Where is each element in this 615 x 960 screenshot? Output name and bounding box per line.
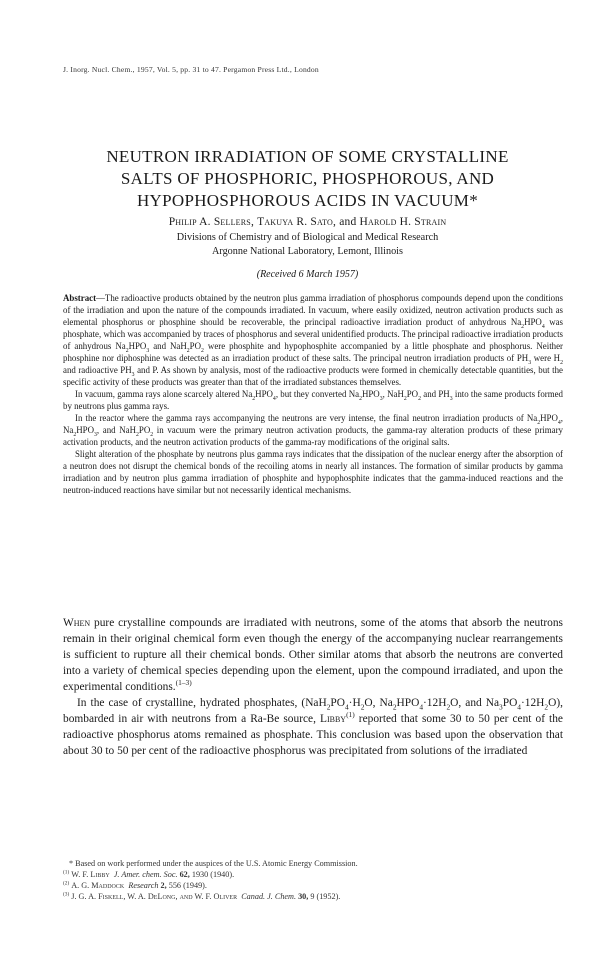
abstract-paragraph: Slight alteration of the phosphate by neutrons plus gamma rays indicates that the dissipation of the nuclear energy after the absorption of a neutron does not disrupt the chemical bonds of the recoiling atoms in nearly all instances. The formation of similar products by gamma irradiation and by neutron plus gamma irradiation of phosphite and hypophosphite indicates that the gamma-induced reactions and the neutron-induced reactions have similar but not necessarily identical mechanisms. (63, 449, 563, 495)
affiliation (40, 231, 575, 258)
running-header: J. Inorg. Nucl. Chem., 1957, Vol. 5, pp. 31 to 47. Pergamon Press Ltd., London (63, 65, 319, 74)
abstract-paragraph: Abstract—The radioactive products obtained by the neutron plus gamma irradiation of phosphorus compounds depend upon the conditions of the irradiation and upon the nature of the compounds irradiated. In vacuum, where easily oxidized, neutron activation products such as elemental phosphorus or phosphine should be recoverable, the principal radioactive irradiation product of anhydrous $Na_2HPO_4$ was phosphate, which was accompanied by traces of phosphorus and several unidentified products. The principal radioactive irradiation products of anhydrous $Na_2HPO_3$ and $NaH_2PO_2$ were phosphite and hypophosphite accompanied by a little phosphate and phosphorus. Neither phosphine nor diphosphine was detected as an irradiation product of these salts. The principal neutron irradiation products of $PH_3$ were $H_2$ and radioactive $PH_3$ and P. As shown by analysis, most of the radioactive products were formed in chemically detectable quantities, but the specific activity of these products was greater than that of the irradiated substances themselves. (63, 293, 563, 387)
title-line: NEUTRON IRRADIATION OF SOME CRYSTALLINE (106, 147, 509, 166)
affiliation-line: Argonne National Laboratory, Lemont, Illinois (212, 245, 403, 257)
abstract-paragraph: In the reactor where the gamma rays accompanying the neutrons are very intense, the final neutron irradiation products of $Na_2HPO_4$, $Na_2HPO_3$, and $NaH_2PO_2$ in vacuum were the primary neutron activation products, the gamma-ray alteration products of these primary activation products, and the neutron activation products of the gamma-ray modifications of the original salts. (63, 413, 563, 447)
body-paragraph: When pure crystalline compounds are irradiated with neutrons, some of the atoms that absorb the neutrons remain in their original chemical form even though the energy of the accompanying nuclear rearrangements is sufficient to rupture all their chemical bonds. Other similar atoms that absorb the neutrons are converted into a variety of chemical species depending upon the element, upon the compound irradiated, and upon the experimental conditions.$^{(1-3)}$ (63, 617, 563, 693)
abstract-heading: Abstract (63, 293, 97, 303)
author-list (40, 216, 575, 228)
author-separator: , (250, 216, 258, 228)
citation-ref: (1) (346, 710, 355, 720)
abstract (63, 292, 563, 496)
abstract-paragraph: In vacuum, gamma rays alone scarcely altered $Na_2HPO_4$, but they converted $Na_2HPO_3$, $NaH_2PO_2$ and $PH_3$ into the same products formed by neutrons plus gamma rays. (63, 389, 563, 411)
received-date: (Received 6 March 1957) (256, 269, 359, 280)
author-name: Philip A. Sellers (168, 216, 251, 228)
article-title (50, 146, 565, 212)
footnote-reference: $^{(3)}$ J. G. A. Fiskell, W. A. DeLong, and W. F. Oliver Canad. J. Chem. 30, 9 (1952). (63, 891, 341, 901)
body-paragraph: In the case of crystalline, hydrated phosphates, ($NaH_2PO_4\cdot H_2O$, $Na_2HPO_4\cdot 12H_2O$, and $Na_3PO_4\cdot 12H_2O$), bombarded in air with neutrons from a Ra-Be source, Libby$^{(1)}$ reported that some 30 to 50 per cent of the radioactive phosphorus atoms remained as phosphate. This conclusion was based upon the observation that about 30 to 50 per cent of the radioactive phosphorus was precipitated from solutions of the irradiated (63, 697, 563, 757)
author-separator: , and (333, 216, 360, 228)
author-name: Takuya R. Sato (257, 216, 334, 228)
author-name: Harold H. Strain (359, 216, 447, 228)
citation-ref: (1–3) (175, 678, 192, 688)
footnote-funding: * Based on work performed under the auspices of the U.S. Atomic Energy Commission. (69, 859, 358, 868)
footnote-reference: $^{(2)}$ A. G. Maddock Research 2, 556 (1949). (63, 880, 207, 890)
title-line: SALTS OF PHOSPHORIC, PHOSPHOROUS, AND (120, 169, 495, 188)
body-text (63, 615, 563, 759)
footnotes (63, 858, 563, 902)
title-line: HYPOPHOSPHOROUS ACIDS IN VACUUM* (136, 191, 479, 210)
affiliation-line: Divisions of Chemistry and of Biological and Medical Research (176, 232, 439, 243)
footnote-reference: $^{(1)}$ W. F. Libby J. Amer. chem. Soc. 62, 1930 (1940). (63, 869, 235, 879)
